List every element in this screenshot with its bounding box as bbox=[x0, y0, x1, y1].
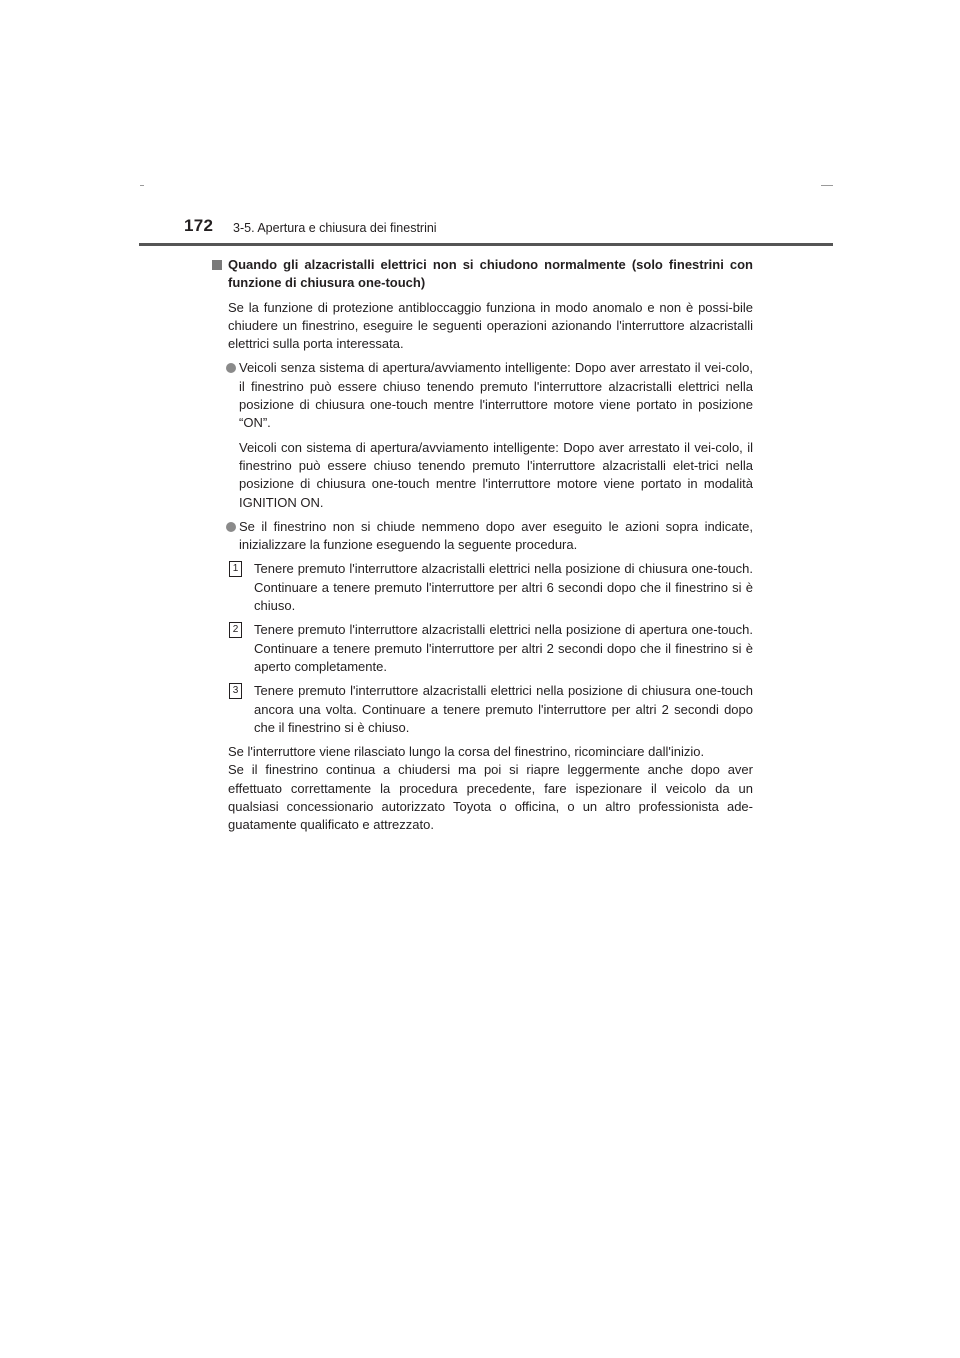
step-number-box: 1 bbox=[229, 561, 242, 577]
step-number-box: 3 bbox=[229, 683, 242, 699]
step-number-box: 2 bbox=[229, 622, 242, 638]
bullet-item bbox=[212, 359, 753, 432]
page-header bbox=[184, 216, 834, 238]
header-rule bbox=[139, 243, 833, 246]
intro-paragraph: Se la funzione di protezione antibloccaggio funziona in modo anomalo e non è possi-bile chiudere un finestrino, eseguire le seguenti operazioni azionando l'interruttore alzacristalli elettrici sulla porta interessata. bbox=[228, 299, 753, 352]
bullet-text: Veicoli senza sistema di apertura/avviamento intelligente: Dopo aver arrestato il vei-colo, il finestrino può essere chiuso tenendo premuto l'interruttore alzacristalli elettrici nella posizione di chiusura one-touch mentre l'interruttore motore viene portato in posizione “ON”. bbox=[239, 360, 753, 431]
round-bullet-icon bbox=[226, 522, 236, 532]
closing-paragraph: Se il finestrino continua a chiudersi ma poi si riapre leggermente anche dopo aver effettuato correttamente la procedura precedente, fare ispezionare il veicolo da un qualsiasi concessionario autorizzato Toyota o officina, o un altro professionista ade-guatamente qualificato e attrezzato. bbox=[228, 762, 753, 833]
step-text: Tenere premuto l'interruttore alzacristalli elettrici nella posizione di apertura one-touch. Continuare a tenere premuto l'interruttore per altri 2 secondi dopo che il finestrino si è aperto completamente. bbox=[254, 622, 753, 674]
round-bullet-icon bbox=[226, 363, 236, 373]
crop-mark-right bbox=[821, 185, 833, 186]
closing-paragraph: Se l'interruttore viene rilasciato lungo la corsa del finestrino, ricominciare dall'inizio. bbox=[228, 744, 705, 760]
main-content bbox=[212, 256, 753, 835]
section-title: 3-5. Apertura e chiusura dei finestrini bbox=[233, 221, 437, 235]
procedure-step bbox=[212, 682, 753, 737]
square-bullet-icon bbox=[212, 260, 222, 270]
section-heading-text: Quando gli alzacristalli elettrici non si chiudono normalmente (solo finestrini con funzione di chiusura one-touch) bbox=[228, 257, 753, 291]
step-text: Tenere premuto l'interruttore alzacristalli elettrici nella posizione di chiusura one-touch. Continuare a tenere premuto l'interruttore per altri 6 secondi dopo che il finestrino si è chiuso. bbox=[254, 561, 753, 614]
procedure-step bbox=[212, 560, 753, 615]
step-text: Tenere premuto l'interruttore alzacristalli elettrici nella posizione di chiusura one-touch ancora una volta. Continuare a tenere premuto l'interruttore per altri 2 secondi dopo che il finestrino si è chiuso. bbox=[254, 683, 753, 735]
bullet-item bbox=[212, 518, 753, 555]
section-heading bbox=[212, 256, 753, 293]
bullet-text: Se il finestrino non si chiude nemmeno dopo aver eseguito le azioni sopra indicate, inizializzare la funzione eseguendo la seguente procedura. bbox=[239, 518, 753, 553]
crop-mark-left bbox=[140, 185, 144, 186]
procedure-step bbox=[212, 621, 753, 676]
bullet-continuation: Veicoli con sistema di apertura/avviamento intelligente: Dopo aver arrestato il vei-colo, il finestrino può essere chiuso tenendo premuto l'interruttore alzacristalli elet-trici nella posizione di chiusura one-touch mentre l'interruttore motore viene portato in modalità IGNITION ON. bbox=[239, 439, 753, 510]
page-number: 172 bbox=[184, 216, 214, 235]
